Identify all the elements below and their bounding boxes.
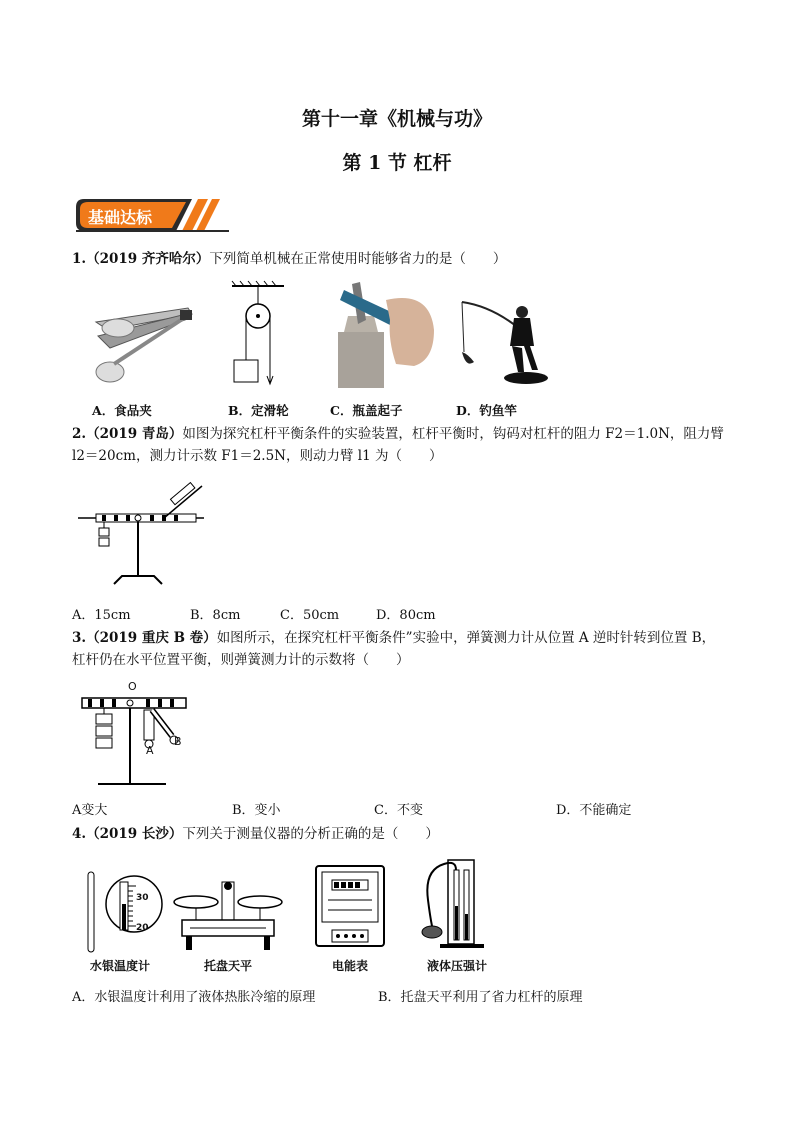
question-1-stem xyxy=(72,248,506,270)
question-text: 下列简单机械在正常使用时能够省力的是（ ） xyxy=(209,251,507,267)
question-3-stem xyxy=(72,627,732,671)
option-b: B．8cm xyxy=(190,608,241,623)
question-source: （2019 长沙） xyxy=(86,826,183,842)
question-source: （2019 青岛） xyxy=(86,426,183,442)
question-2-stem xyxy=(72,423,732,467)
food-tongs-image xyxy=(88,300,198,392)
option-b: B．变小 xyxy=(232,803,281,818)
option-a: A．15cm xyxy=(72,608,131,623)
option-a: A．食品夹 xyxy=(92,403,152,418)
pivot-label: O xyxy=(128,680,137,693)
banner-label: 基础达标 xyxy=(88,208,153,227)
balance-image xyxy=(172,876,284,956)
fixed-pulley-image xyxy=(228,284,288,392)
caption-electricity-meter: 电能表 xyxy=(331,959,368,973)
option-d: D．钓鱼竿 xyxy=(456,403,517,418)
position-b-label: B xyxy=(174,735,182,748)
option-c: C．50cm xyxy=(280,608,340,623)
mercury-thermometer-image xyxy=(82,866,156,956)
caption-balance: 托盘天平 xyxy=(203,959,252,973)
chapter-title: 第十一章《机械与功》 xyxy=(301,108,492,130)
question-number: 1. xyxy=(72,251,87,267)
question-4-stem xyxy=(72,823,439,845)
question-source: （2019 重庆 B 卷） xyxy=(86,630,217,646)
liquid-manometer-image xyxy=(418,856,488,956)
caption-pressure-gauge: 液体压强计 xyxy=(426,959,487,973)
thermo-tick-20: 20 xyxy=(136,923,149,933)
question-number: 3. xyxy=(72,630,87,646)
fishing-rod-image xyxy=(460,296,550,390)
option-d: D．不能确定 xyxy=(556,803,632,818)
electricity-meter-image xyxy=(314,864,386,950)
question-number: 4. xyxy=(72,826,87,842)
thermo-tick-30: 30 xyxy=(136,893,149,903)
option-a: A．水银温度计利用了液体热胀冷缩的原理 xyxy=(72,990,316,1005)
position-a-label: A xyxy=(146,744,154,757)
lever-experiment-figure-1 xyxy=(74,480,214,590)
section-title: 第 1 节 杠杆 xyxy=(342,152,452,174)
question-text-line2: l2＝20cm，测力计示数 F1＝2.5N，则动力臂 l1 为（ ） xyxy=(72,448,443,464)
caption-thermometer: 水银温度计 xyxy=(89,959,150,973)
question-source: （2019 齐齐哈尔） xyxy=(86,251,210,267)
question-number: 2. xyxy=(72,426,87,442)
option-d: D．80cm xyxy=(376,608,436,623)
option-c: C．瓶盖起子 xyxy=(330,403,403,418)
question-text-line2: 杠杆仍在水平位置平衡，则弹簧测力计的示数将（ ） xyxy=(72,652,410,668)
option-b: B．定滑轮 xyxy=(228,403,289,418)
question-text-line1: 如图为探究杠杆平衡条件的实验装置，杠杆平衡时，钩码对杠杆的阻力 F2＝1.0N，阻力臂 xyxy=(182,426,724,442)
section-banner xyxy=(74,196,234,234)
option-a: A变大 xyxy=(72,803,108,818)
question-text-line1: 如图所示，在探究杠杆平衡条件”实验中，弹簧测力计从位置 A 逆时针转到位置 B， xyxy=(216,630,716,646)
bottle-opener-image xyxy=(330,280,440,390)
question-text: 下列关于测量仪器的分析正确的是（ ） xyxy=(182,826,439,842)
option-c: C．不变 xyxy=(374,803,423,818)
option-b: B．托盘天平利用了省力杠杆的原理 xyxy=(378,990,583,1005)
